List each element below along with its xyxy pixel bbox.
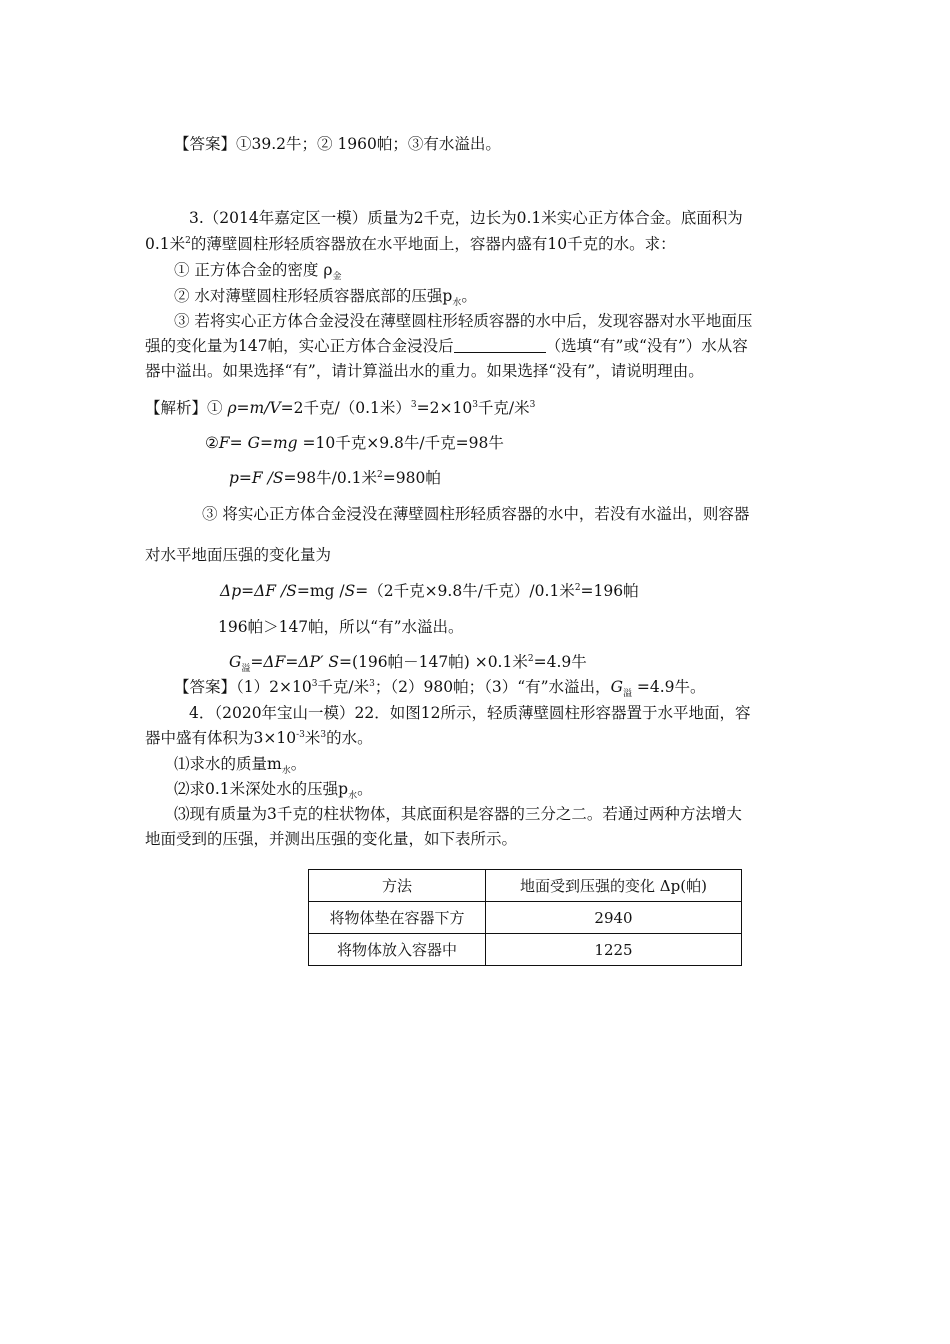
question-3-sub-1: ① 正方体合金的密度 $\rho_金$ — [174, 261, 342, 283]
solution-line-6: Δp=ΔF /S=mg /S=（2千克×9.8牛/千克）/0.1米$^2$=196帕 — [220, 582, 639, 600]
table-cell: 将物体放入容器中 — [309, 934, 486, 966]
table-header-row — [309, 870, 742, 902]
table-header-cell: 方法 — [309, 870, 486, 902]
question-4-sub-2: ⑵求0.1米深处水的压强$p_水$。 — [174, 780, 373, 802]
question-4-sub-1: ⑴求水的质量$m_水$。 — [174, 755, 307, 777]
question-4-sub-3-line-2: 地面受到的压强，并测出压强的变化量，如下表所示。 — [145, 830, 518, 848]
solution-line-8: $G_溢=\Delta F=\Delta P'$ S=(196帕－147帕) ×0.1米$^2$=4.9牛 — [229, 653, 587, 675]
answer-3: 【答案】$(1)2\times 10^3$千克/米$^3$；（2）980帕；（3）“有”水溢出，$G_溢 =4.9$牛。 — [174, 678, 706, 700]
question-3-line-1: 3.（2014年嘉定区一模）质量为2千克，边长为0.1米实心正方体合金。底面积为 — [189, 209, 743, 227]
question-4-line-2: 器中盛有体积为$3\times 10^{-3}$米$^3$的水。 — [145, 729, 373, 747]
question-4-line-1: 4．（2020年宝山一模）22．如图12所示，轻质薄壁圆柱形容器置于水平地面，容 — [189, 704, 751, 722]
table-cell: 将物体垫在容器下方 — [309, 902, 486, 934]
question-3-sub-3-line-3: 器中溢出。如果选择“有”，请计算溢出水的重力。如果选择“没有”，请说明理由。 — [145, 362, 704, 380]
answer-blank[interactable] — [454, 338, 546, 353]
question-3-line-2: 0.1米$^2$的薄壁圆柱形轻质容器放在水平地面上，容器内盛有10千克的水。求： — [145, 235, 676, 253]
solution-line-3: p=F /S=98牛/0.1米$^2$=980帕 — [229, 469, 441, 487]
question-4-sub-3-line-1: ⑶现有质量为3千克的柱状物体，其底面积是容器的三分之二。若通过两种方法增大 — [174, 805, 742, 823]
solution-line-2: ②F= G=mg =10千克×9.8牛/千克=98牛 — [205, 434, 504, 452]
table-row — [309, 934, 742, 966]
table-row — [309, 902, 742, 934]
table-cell: 2940 — [486, 902, 742, 934]
question-3-sub-3-line-2: 强的变化量为147帕，实心正方体合金浸没后 （选填“有”或“没有”）水从容 — [145, 337, 748, 355]
question-3-sub-3-line-1: ③ 若将实心正方体合金浸没在薄壁圆柱形轻质容器的水中后，发现容器对水平地面压 — [174, 312, 753, 330]
table-header-cell: 地面受到压强的变化 Δp(帕) — [486, 870, 742, 902]
answer-2: 【答案】①39.2牛；② 1960帕；③有水溢出。 — [174, 135, 501, 153]
question-3-sub-2: ② 水对薄壁圆柱形轻质容器底部的压强$p_水$。 — [174, 287, 477, 309]
pressure-change-table — [308, 869, 742, 966]
solution-line-5: 对水平地面压强的变化量为 — [145, 546, 332, 564]
solution-line-1: 【解析】① ρ=m/V=2千克/（0.1米）$^3=2\times 10^3$千克/米$^3$ — [145, 399, 536, 417]
table-cell: 1225 — [486, 934, 742, 966]
solution-line-7: 196帕＞147帕，所以“有”水溢出。 — [218, 618, 464, 636]
solution-line-4: ③ 将实心正方体合金浸没在薄壁圆柱形轻质容器的水中，若没有水溢出，则容器 — [202, 505, 750, 523]
